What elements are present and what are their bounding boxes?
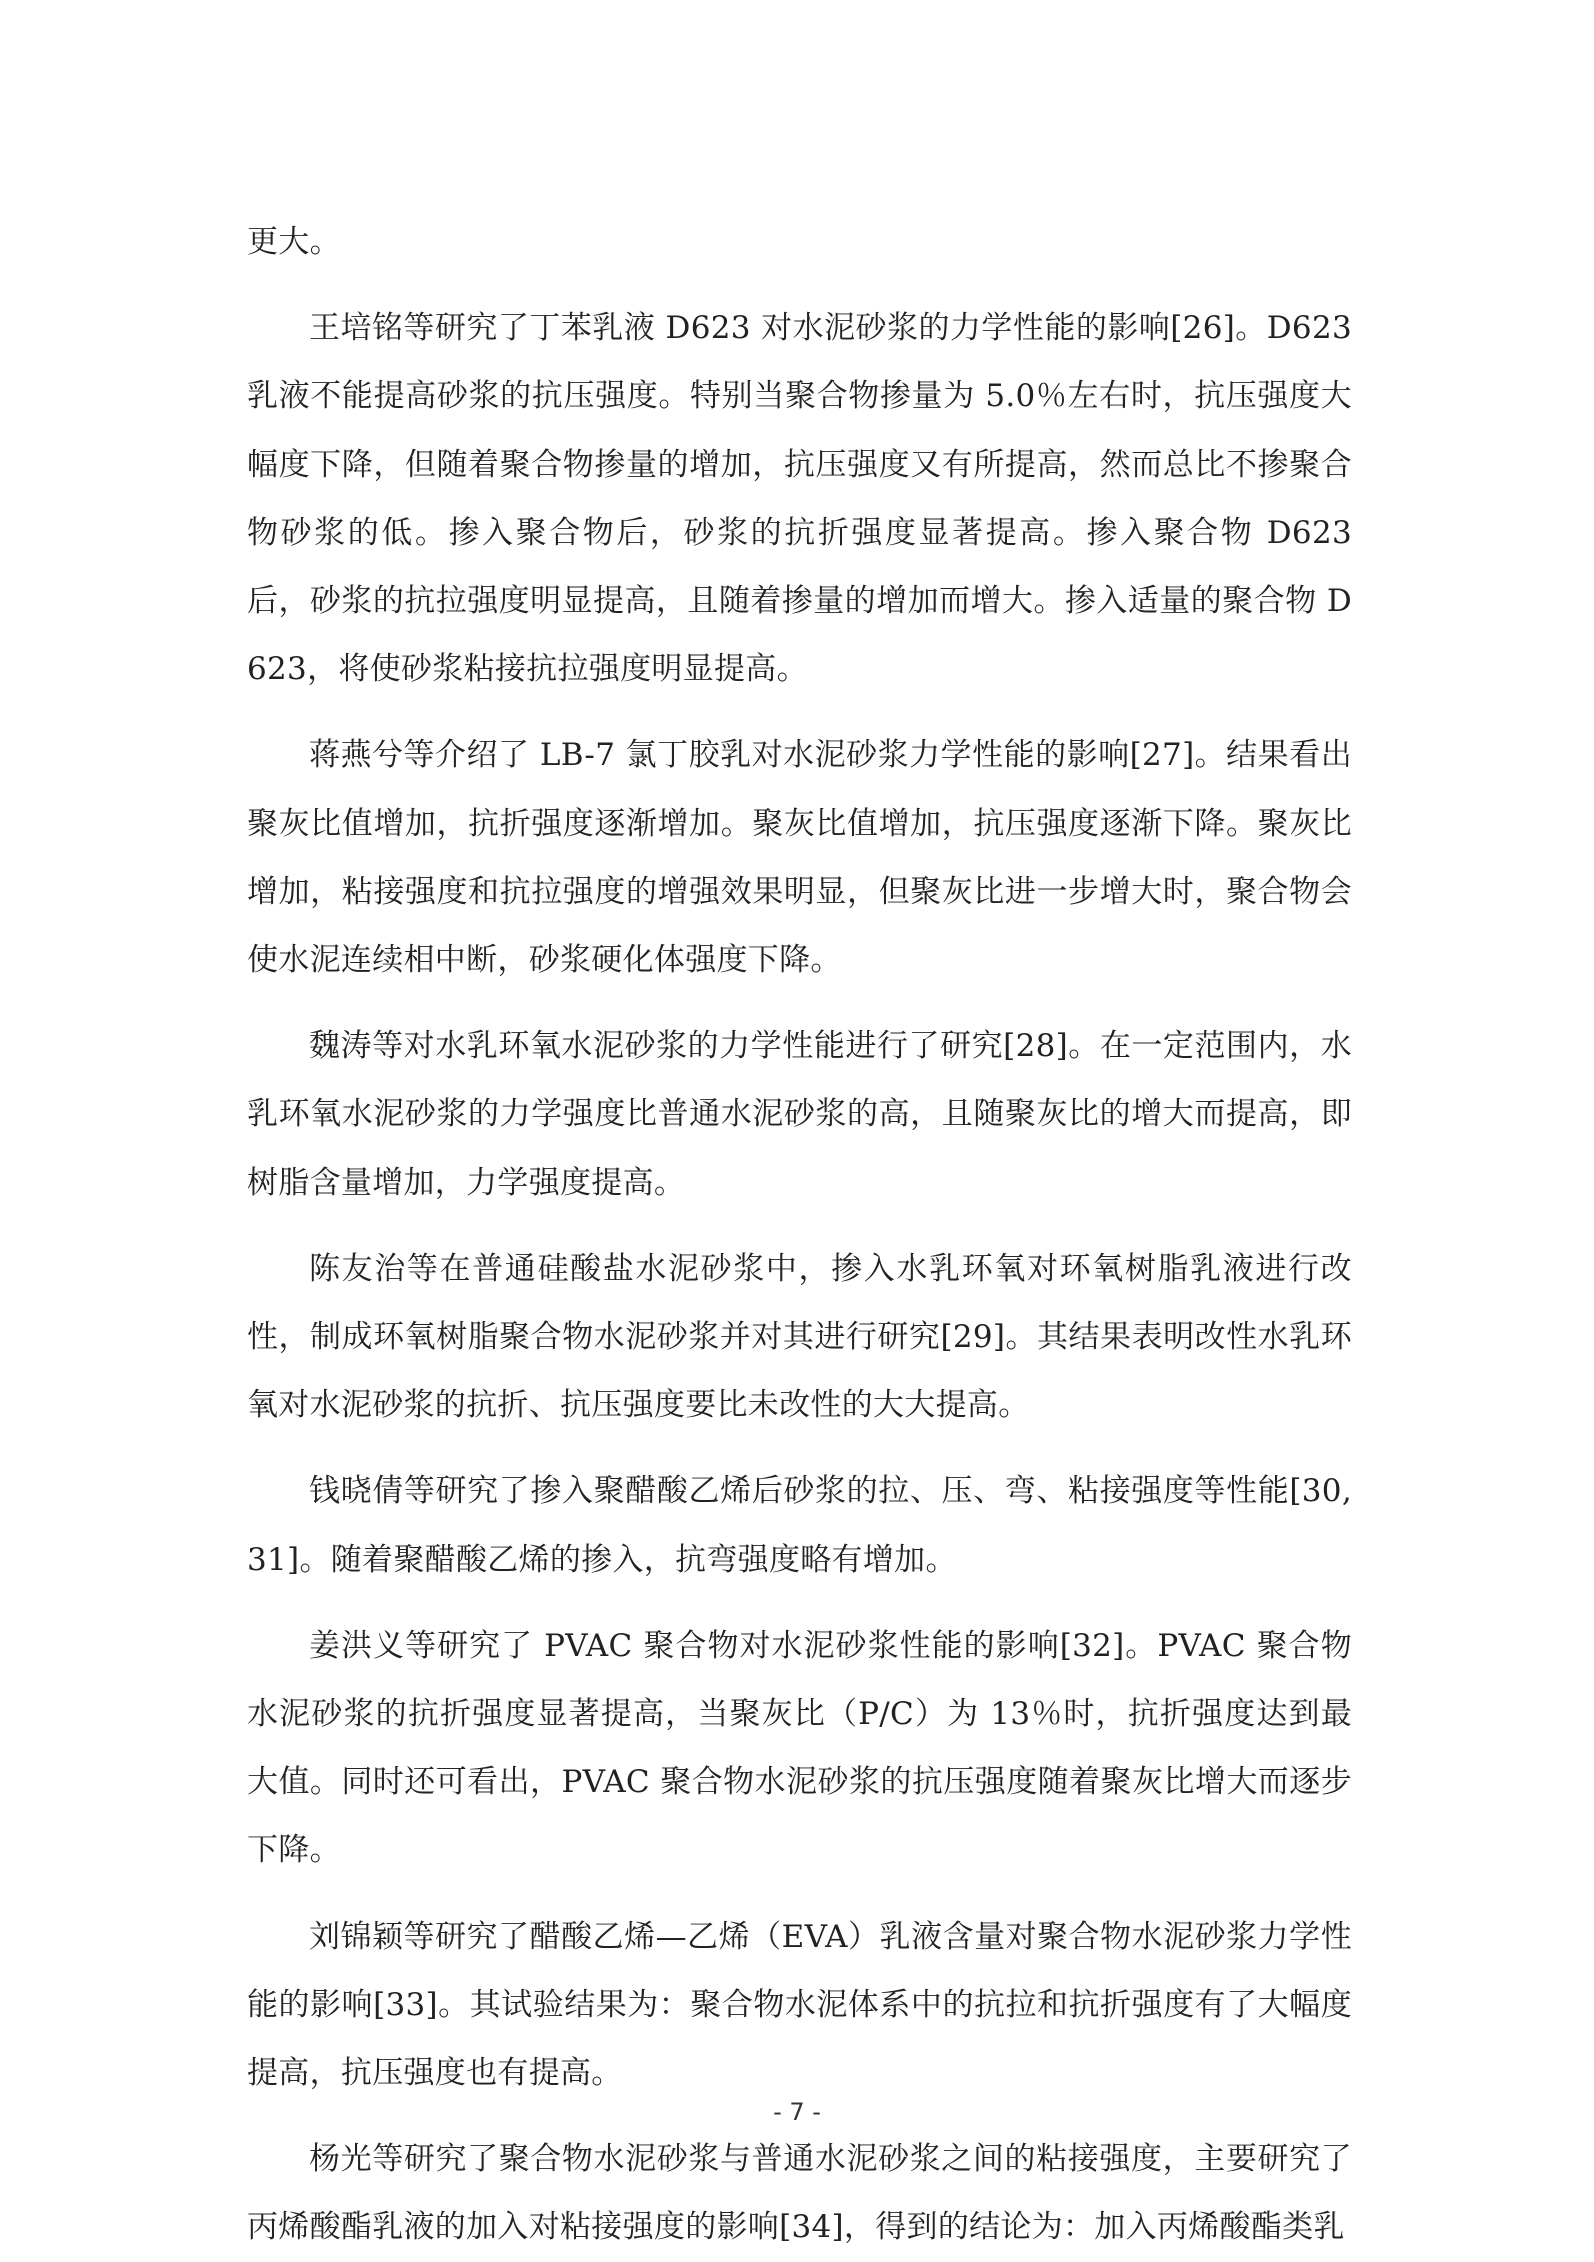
paragraph-9: 杨光等研究了聚合物水泥砂浆与普通水泥砂浆之间的粘接强度，主要研究了丙烯酸酯乳液的加入对粘接强度的影响[34]，得到的结论为：加入丙烯酸酯类乳 <box>247 2141 1352 2246</box>
paragraph-1: 更大。 <box>247 224 341 260</box>
paragraph-7: 姜洪义等研究了 PVAC 聚合物对水泥砂浆性能的影响[32]。PVAC 聚合物水泥砂浆的抗折强度显著提高，当聚灰比（P/C）为 13％时，抗折强度达到最大值。同时还可看出，PVAC 聚合物水泥砂浆的抗压强度随着聚灰比增大而逐步下降。 <box>247 1627 1352 1869</box>
page-number: - 7 - <box>773 2098 821 2126</box>
document-page <box>247 208 1352 2246</box>
paragraph-8: 刘锦颖等研究了醋酸乙烯—乙烯（EVA）乳液含量对聚合物水泥砂浆力学性能的影响[33]。其试验结果为：聚合物水泥体系中的抗拉和抗折强度有了大幅度提高，抗压强度也有提高。 <box>247 1918 1352 2092</box>
paragraph-6: 钱晓倩等研究了掺入聚醋酸乙烯后砂浆的拉、压、弯、粘接强度等性能[30,31]。随着聚醋酸乙烯的掺入，抗弯强度略有增加。 <box>247 1473 1352 1578</box>
paragraph-4: 魏涛等对水乳环氧水泥砂浆的力学性能进行了研究[28]。在一定范围内，水乳环氧水泥砂浆的力学强度比普通水泥砂浆的高，且随聚灰比的增大而提高，即树脂含量增加，力学强度提高。 <box>247 1028 1352 1201</box>
paragraph-5: 陈友治等在普通硅酸盐水泥砂浆中，掺入水乳环氧对环氧树脂乳液进行改性，制成环氧树脂聚合物水泥砂浆并对其进行研究[29]。其结果表明改性水乳环氧对水泥砂浆的抗折、抗压强度要比未改性的大大提高。 <box>247 1250 1352 1424</box>
paragraph-2: 王培铭等研究了丁苯乳液 D623 对水泥砂浆的力学性能的影响[26]。D623 乳液不能提高砂浆的抗压强度。特别当聚合物掺量为 5.0％左右时，抗压强度大幅度下降，但随着聚合物掺量的增加，抗压强度又有所提高，然而总比不掺聚合物砂浆的低。掺入聚合物后，砂浆的抗折强度显著提高。掺入聚合物 D623 后，砂浆的抗拉强度明显提高，且随着掺量的增加而增大。掺入适量的聚合物 D623，将使砂浆粘接抗拉强度明显提高。 <box>247 310 1352 688</box>
paragraph-3: 蒋燕兮等介绍了 LB-7 氯丁胶乳对水泥砂浆力学性能的影响[27]。结果看出聚灰比值增加，抗折强度逐渐增加。聚灰比值增加，抗压强度逐渐下降。聚灰比增加，粘接强度和抗拉强度的增强效果明显，但聚灰比进一步增大时，聚合物会使水泥连续相中断，砂浆硬化体强度下降。 <box>247 737 1352 979</box>
